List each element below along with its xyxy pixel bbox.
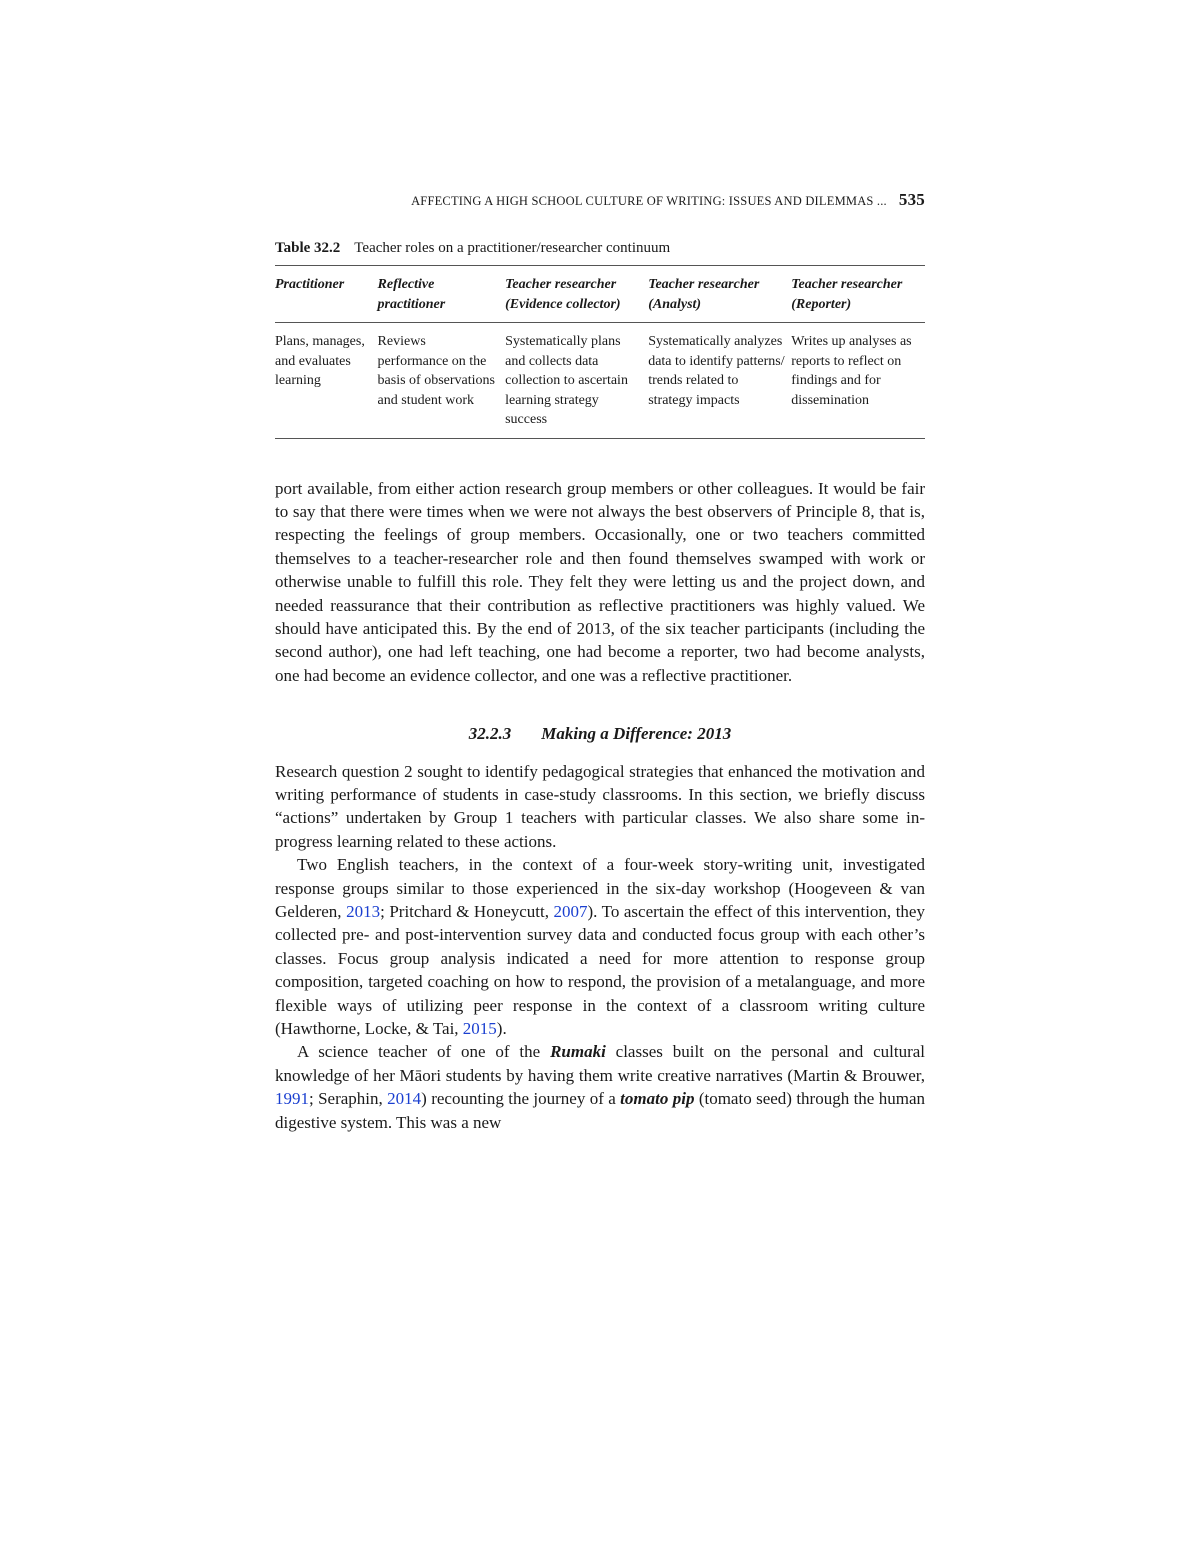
text-run: A science teacher of one of the (297, 1042, 551, 1062)
text-run: ). To ascertain the effect of this intervention, they collected pre- and post-intervention survey data and conducted focus group with each other’s classes. Focus group analysis indicated a need for more attention to response group composition, targeted coaching on how to respond, the provision of a metalanguage, and more flexible ways of utilizing peer response in the context of a classroom writing culture (Hawthorne, Locke, & Tai, (275, 902, 925, 1039)
body-text (275, 477, 925, 1135)
table-cell: Plans, manages, and evaluates learning (275, 334, 365, 388)
maori-term: Rumaki (550, 1042, 606, 1062)
table-header-evidence-collector: Teacher researcher (Evidence collector) (505, 277, 621, 312)
section-number: 32.2.3 (468, 724, 512, 744)
table-header-reporter: Teacher researcher (Reporter) (791, 277, 903, 312)
section-heading (275, 722, 925, 745)
paragraph: port available, from either action research group members or other colleagues. It would be fair to say that there were times when we were not always the best observers of Principle 8, that is, respecting the feelings of group members. Occasionally, one or two teachers committed themselves to a teacher-researcher role and then found themselves swamped with work or otherwise unable to fulfill this role. They felt they were letting us and the project down, and needed reassurance that their contribution as reflective practitioners was highly valued. We should have anticipated this. By the end of 2013, of the six teacher participants (including the second author), one had left teaching, one had become a reporter, two had become analysts, one had become an evidence collector, and one was a reflective practitioner. (275, 478, 925, 685)
table-cell: Writes up analyses as reports to reflect on findings and for dissemination (791, 334, 912, 408)
table-cell: Systematically plans and collects data collection to ascertain learning strategy success (505, 334, 628, 427)
paragraph (275, 853, 925, 1040)
citation-link[interactable]: 1991 (275, 1089, 309, 1109)
table-header-practitioner: Practitioner (275, 277, 345, 292)
text-run: ) recounting the journey of a (421, 1089, 621, 1109)
table-header-reflective-practitioner: Reflective practitioner (377, 277, 446, 312)
text-run: ). (496, 1019, 507, 1039)
text-run: ; Pritchard & Honeycutt, (380, 902, 554, 921)
text-run: ; Seraphin, (309, 1089, 388, 1109)
citation-link[interactable]: 2007 (553, 902, 588, 921)
page (275, 190, 925, 1134)
text-run: (tomato seed) through the human digestive system. This was a new (275, 1089, 925, 1132)
citation-link[interactable]: 2014 (387, 1089, 422, 1109)
text-run: classes built on the personal and cultural knowledge of her Māori students by having them write creative narratives (Martin & Brouwer, (275, 1042, 926, 1085)
citation-link[interactable]: 2015 (462, 1019, 497, 1039)
paragraph (275, 1040, 925, 1134)
table-cell: Reviews performance on the basis of observations and student work (377, 334, 495, 408)
citation-link[interactable]: 2013 (346, 902, 381, 921)
teacher-roles-table (275, 265, 925, 439)
table-caption-text: Teacher roles on a practitioner/researcher continuum (354, 240, 671, 256)
table-header-analyst: Teacher researcher (Analyst) (648, 277, 760, 312)
table-header-row (275, 266, 925, 323)
table-cell: Systematically analyzes data to identify patterns/ trends related to strategy impacts (648, 334, 785, 408)
text-run: Two English teachers, in the context of a four-week story-writing unit, investigated response groups similar to those experienced in the six-day workshop (Hoogeveen & van Gelderen, (275, 855, 925, 921)
section-title: Making a Difference: 2013 (541, 724, 732, 744)
table-row (275, 323, 925, 439)
emphasized-term: tomato pip (620, 1089, 695, 1109)
paragraph: Research question 2 sought to identify pedagogical strategies that enhanced the motivation and writing performance of students in case-study classrooms. In this section, we briefly discuss “actions” undertaken by Group 1 teachers with particular classes. We also share some in-progress learning related to these actions. (275, 761, 925, 851)
table-caption-number: Table 32.2 (275, 240, 341, 256)
table-caption (275, 240, 925, 257)
running-head (275, 190, 925, 216)
page-number: 535 (898, 190, 925, 209)
running-head-title: AFFECTING A HIGH SCHOOL CULTURE OF WRITING: ISSUES AND DILEMMAS ... (411, 194, 887, 208)
